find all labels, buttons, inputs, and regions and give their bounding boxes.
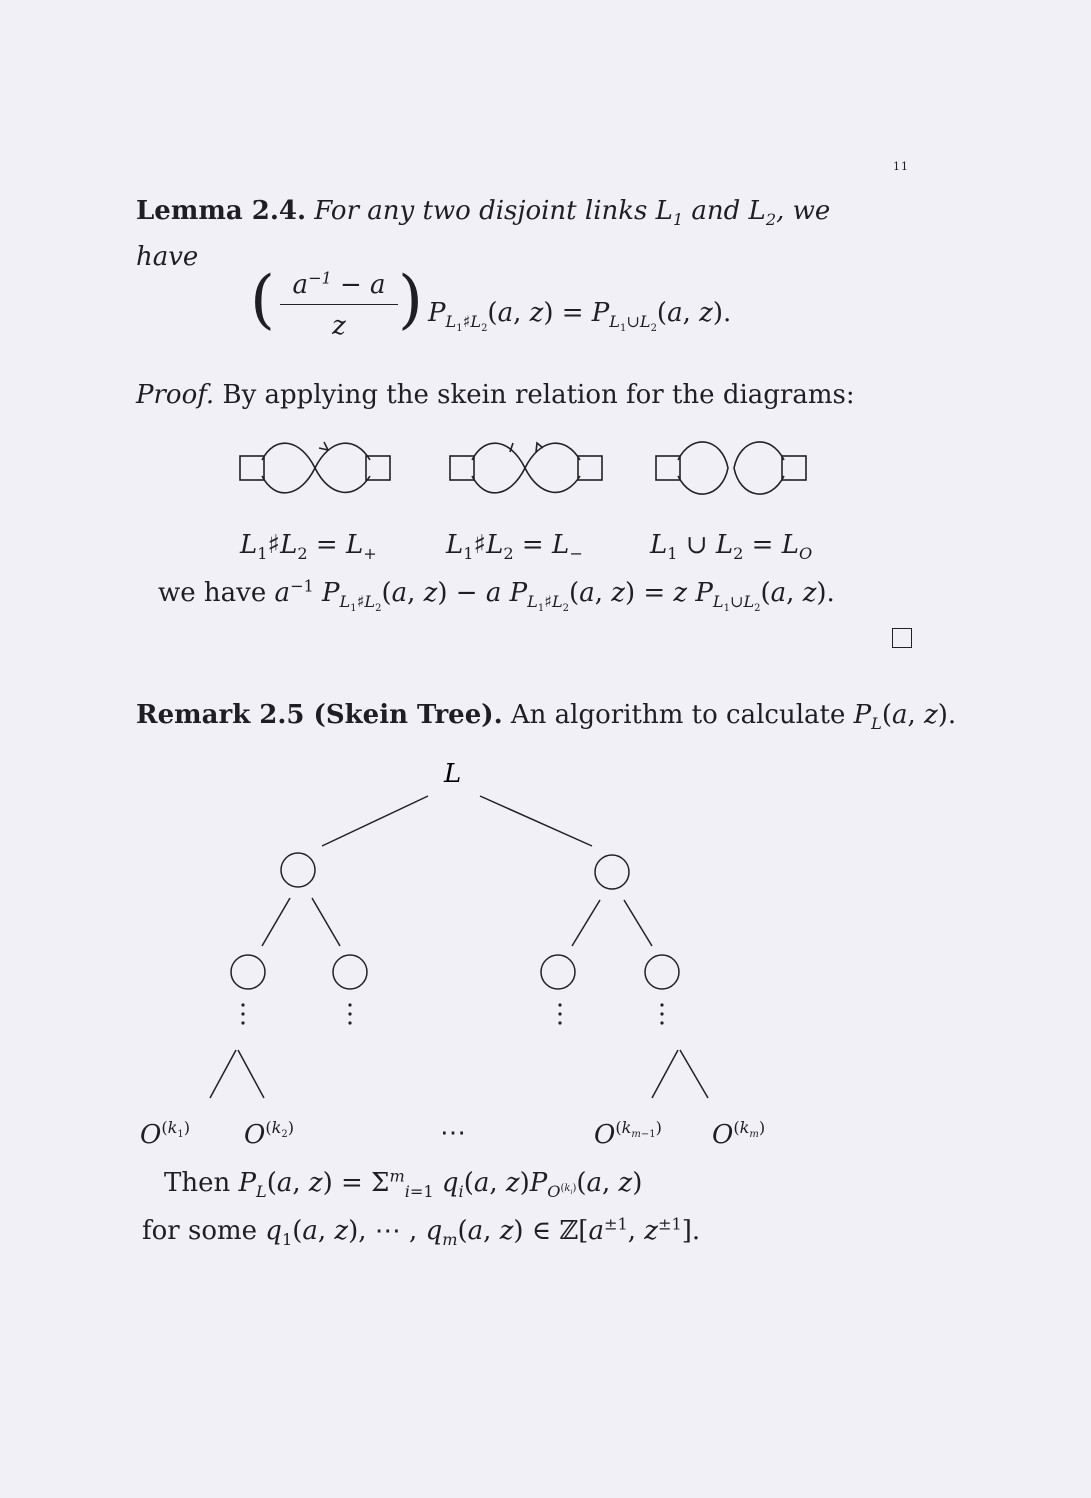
tree-edge xyxy=(652,1050,678,1098)
for-some-line: for some $q_1(a$, z), ⋯ , $q_m(a$, z) ∈ $ℤ[a^{\pm 1}$, $z^{\pm 1}$]. xyxy=(142,1214,701,1250)
lemma-equation-rhs: $P_{L_1♯L_2}(a$, $z) = P_{L_1\cup L_2}(a$, z). xyxy=(428,298,732,335)
fraction-numerator: $a^{-1} - a$ xyxy=(280,270,398,305)
remark-text: An algorithm to calculate $P_L(a$, z). xyxy=(510,700,957,734)
skein-equation: we have $a^{-1}$ $P_{L_1♯L_2}(a$, z) − a $P_{L_1♯L_2}(a$, z) = z $P_{L_1\cup L_2}(a$, z). xyxy=(158,576,835,615)
tree-edge xyxy=(480,796,592,846)
tree-edge xyxy=(210,1050,236,1098)
then-line: Then $P_L(a$, $z) = \Sigma^m_{i=1}$ $q_i(a$, $z)P_{O^{(k_i)}}(a$, z) xyxy=(164,1166,643,1202)
tree-edge xyxy=(322,796,428,846)
tree-root-label: L xyxy=(444,759,462,789)
tree-node xyxy=(595,855,629,889)
tree-edge xyxy=(262,898,290,946)
proof-text: By applying the skein relation for the diagrams: xyxy=(222,380,855,410)
leaf-k1: $O^{(k_1)}$ xyxy=(140,1118,191,1150)
tree-edge xyxy=(680,1050,708,1098)
lemma-label: Lemma 2.4. xyxy=(136,196,307,226)
caption-l-minus: $L_1♯L_2 = L_-$ xyxy=(446,530,583,564)
caption-l-zero: $L_1$ ∪ $L_2 = L_O$ xyxy=(650,530,813,564)
right-paren: ) xyxy=(398,263,423,337)
proof-label: Proof. xyxy=(136,380,215,410)
lemma-text: For any two disjoint links $L_1$ and $L_2$, we xyxy=(314,196,831,230)
fraction-denominator: z xyxy=(332,311,346,341)
leaf-k2: $O^{(k_2)}$ xyxy=(244,1118,295,1150)
leaf-ellipsis: ⋯ xyxy=(440,1118,466,1148)
page-number: 11 xyxy=(893,160,909,173)
tree-node xyxy=(281,853,315,887)
remark-label: Remark 2.5 (Skein Tree). xyxy=(136,700,503,730)
tree-edge xyxy=(238,1050,264,1098)
tree-edge xyxy=(312,898,340,946)
caption-l-plus: $L_1♯L_2 = L_+$ xyxy=(240,530,377,564)
leaf-km: $O^{(k_m)}$ xyxy=(712,1118,766,1150)
tree-edge xyxy=(572,900,600,946)
tree-edge xyxy=(624,900,652,946)
lemma-line-2: have xyxy=(136,242,199,272)
tree-node xyxy=(645,955,679,989)
tree-node xyxy=(231,955,265,989)
leaf-km-minus-1: $O^{(k_{m-1})}$ xyxy=(594,1118,662,1150)
tree-node xyxy=(541,955,575,989)
tree-node xyxy=(333,955,367,989)
left-paren: ( xyxy=(250,263,275,337)
